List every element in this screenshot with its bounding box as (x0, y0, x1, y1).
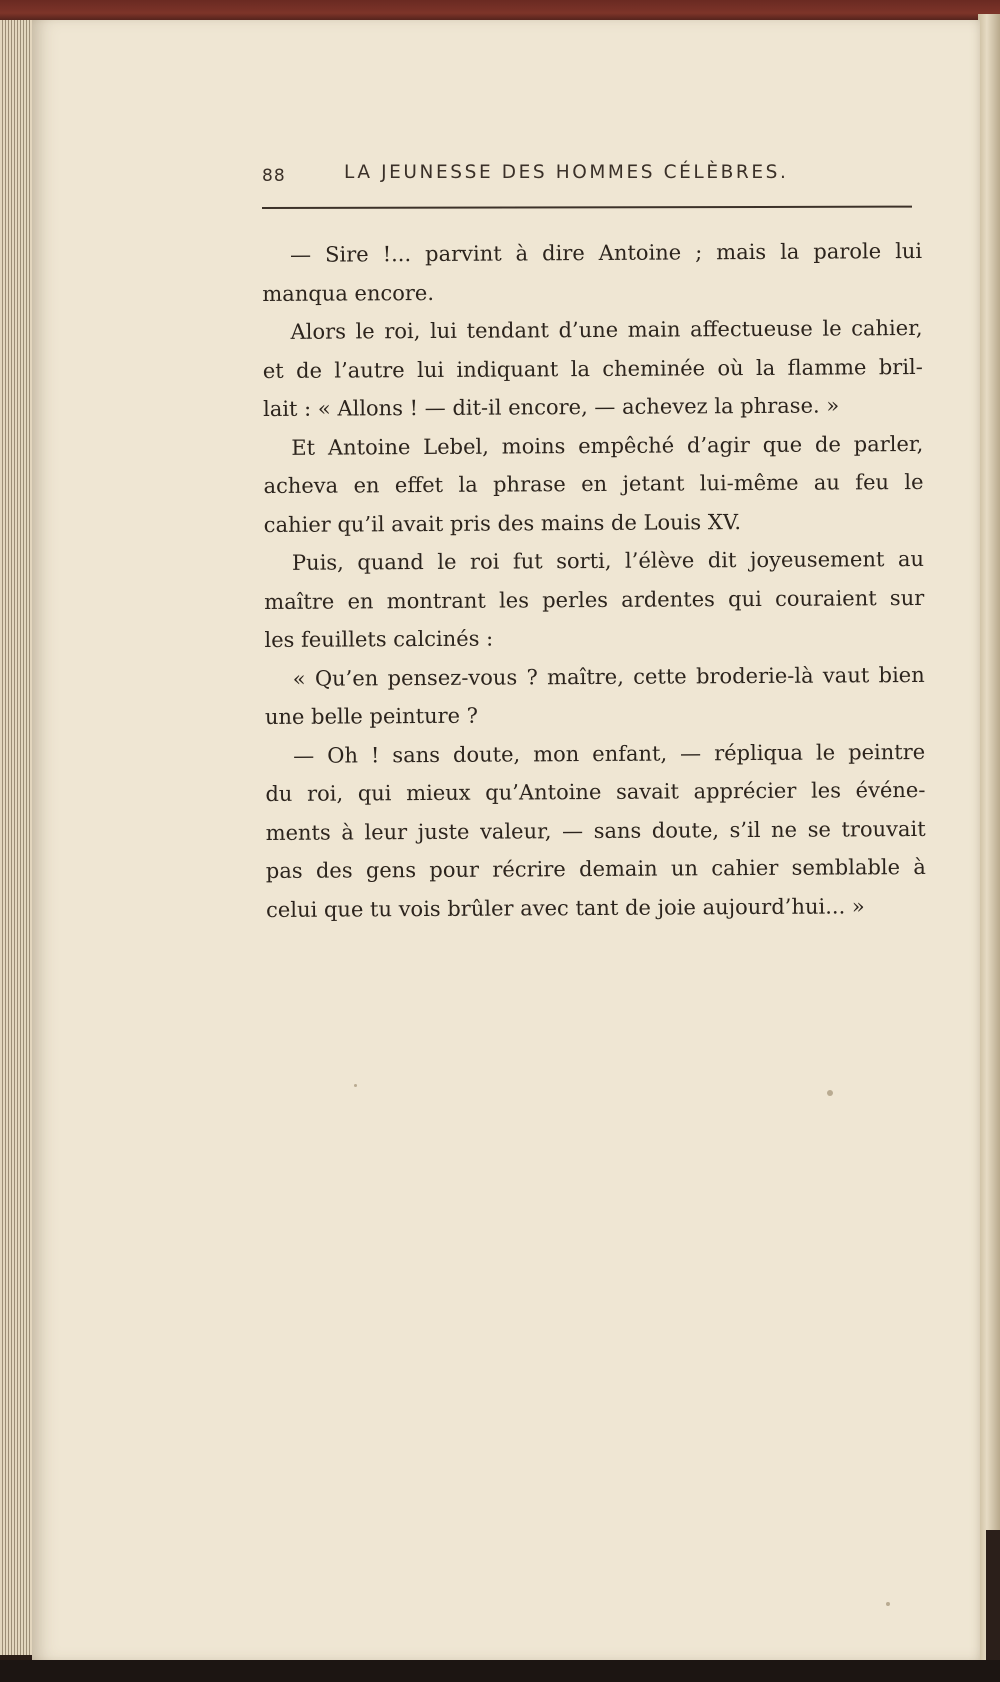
text-line: maître en montrant les perles ardentes qui couraient sur (264, 585, 925, 614)
paper-speck (827, 1090, 833, 1096)
text-line: — Oh ! sans doute, mon enfant, — répliqua le peintre (293, 739, 926, 768)
text-line: — Sire !... parvint à dire Antoine ; mais la parole lui (290, 238, 923, 267)
text-line: Et Antoine Lebel, moins empêché d’agir que de parler, (291, 431, 924, 460)
page-number: 88 (262, 166, 286, 186)
text-line: manqua encore. (262, 280, 435, 306)
text-line: les feuillets calcinés : (264, 626, 494, 652)
text-line: Alors le roi, lui tendant d’une main affectueuse le cahier, (290, 315, 923, 344)
body-text (262, 232, 926, 929)
running-head (262, 162, 842, 190)
text-line: lait : « Allons ! — dit-il encore, — achevez la phrase. » (262, 393, 840, 421)
running-title: LA JEUNESSE DES HOMMES CÉLÈBRES. (344, 162, 789, 183)
book-binding-top (0, 0, 1000, 22)
text-line: et de l’autre lui indiquant la cheminée où la flamme bril- (262, 354, 923, 383)
paper-speck (354, 1084, 357, 1087)
text-line: du roi, qui mieux qu’Antoine savait apprécier les événe- (265, 777, 926, 806)
book-bottom-edge (0, 1660, 1000, 1682)
text-line: cahier qu’il avait pris des mains de Louis XV. (263, 509, 742, 537)
text-line: celui que tu vois brûler avec tant de joie aujourd’hui... » (266, 893, 865, 922)
text-line: ments à leur juste valeur, — sans doute, s’il ne se trouvait (265, 816, 926, 845)
text-line: pas des gens pour récrire demain un cahier semblable à (265, 854, 926, 883)
text-line: une belle peinture ? (264, 703, 479, 729)
paper-speck (886, 1602, 890, 1606)
text-line: « Qu’en pensez-vous ? maître, cette broderie-là vaut bien (292, 662, 925, 691)
text-line: Puis, quand le roi fut sorti, l’élève dit joyeusement au (291, 546, 925, 575)
text-line: acheva en effet la phrase en jetant lui-même au feu le (263, 469, 924, 498)
next-page-edge (978, 14, 1000, 1664)
